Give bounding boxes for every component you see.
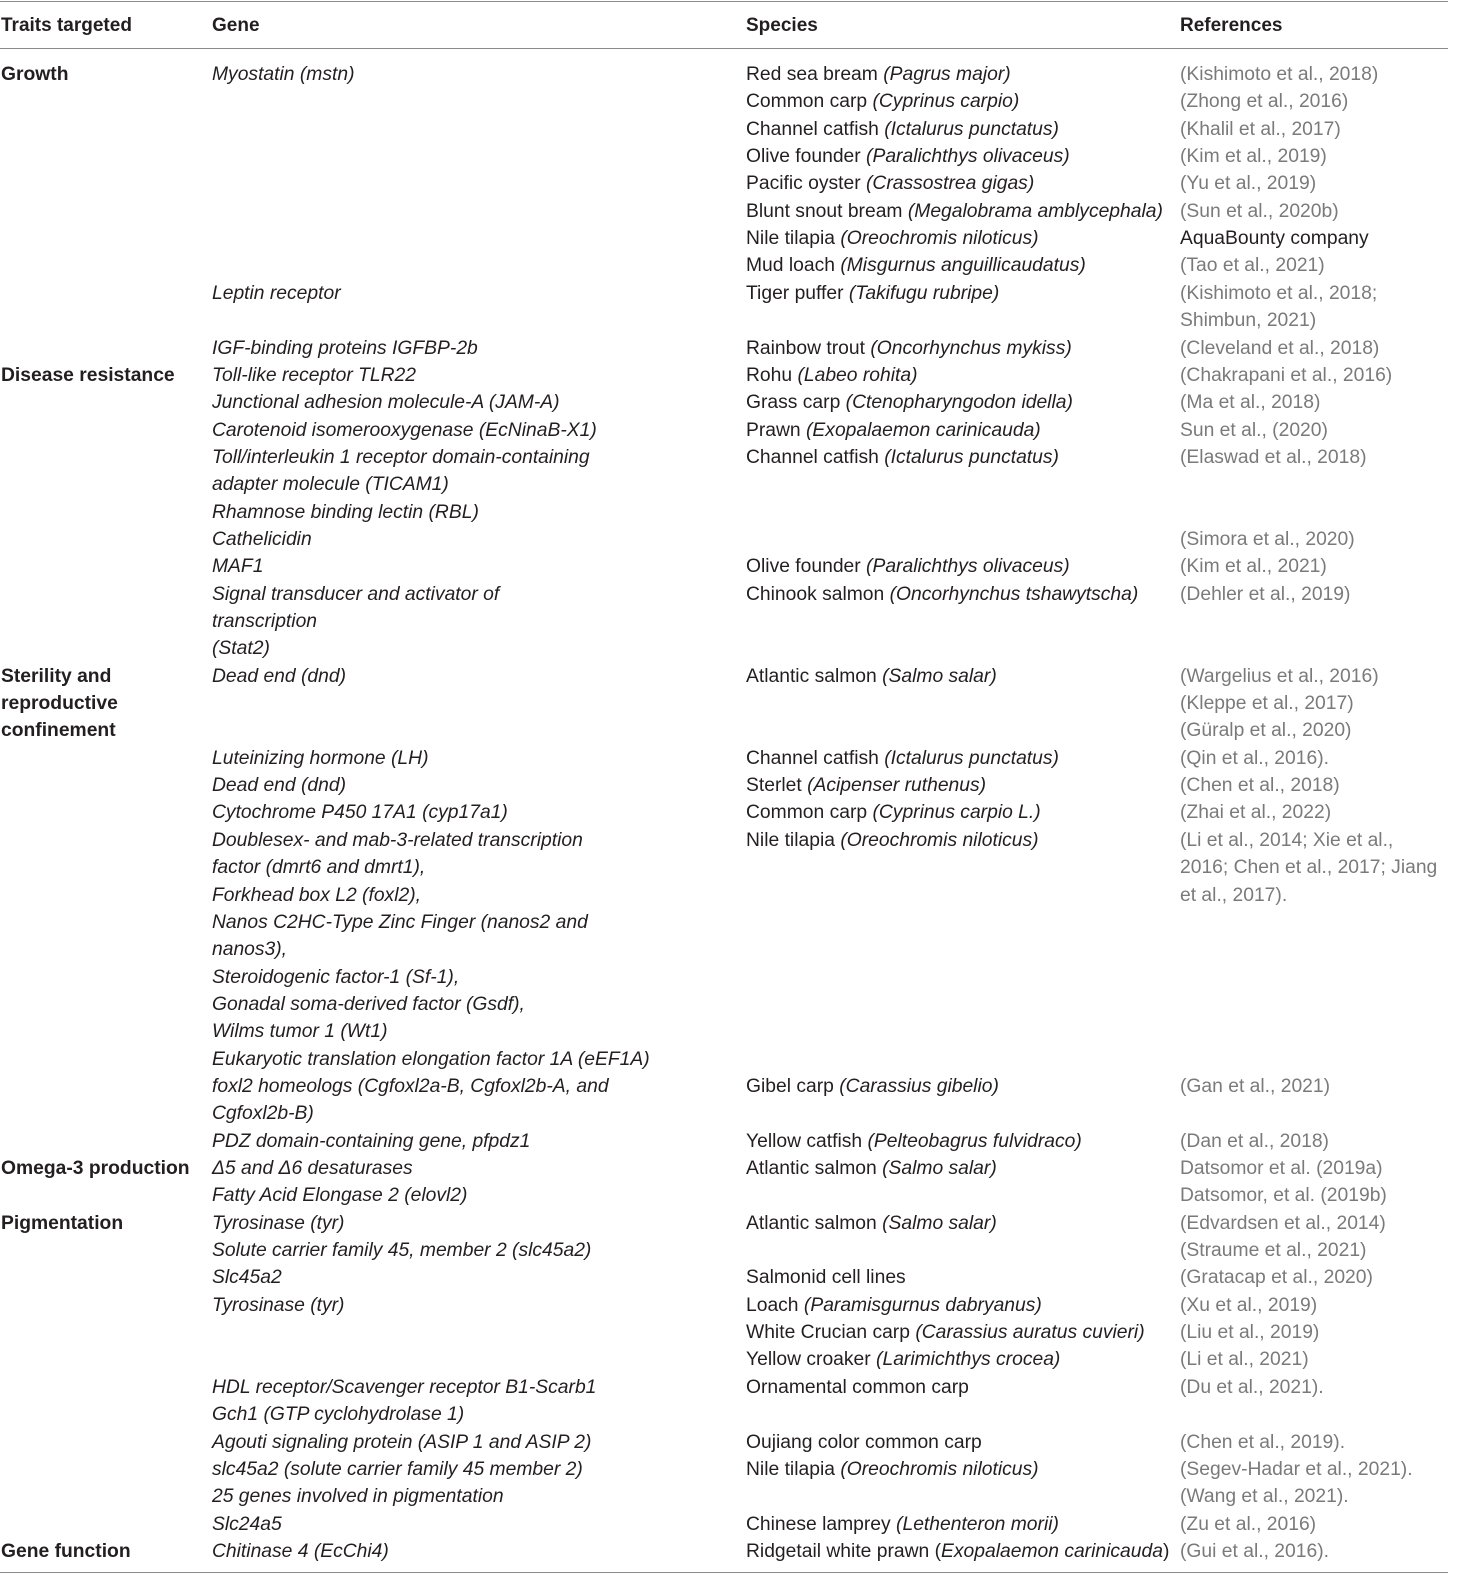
species-entry [746, 1429, 982, 1456]
header-species: Species [746, 15, 818, 36]
reference-citation: (Simora et al., 2020) [1180, 528, 1355, 550]
species-entry [746, 1128, 1082, 1155]
species-scientific-name: (Larimichthys crocea) [876, 1349, 1061, 1371]
species-scientific-name: (Paramisgurnus dabryanus) [803, 1294, 1042, 1316]
species-entry [746, 362, 918, 389]
species-common-name: Olive founder [746, 556, 867, 578]
species-scientific-name: (Labeo rohita) [797, 364, 918, 386]
reference-citation: (Gratacap et al., 2020) [1180, 1267, 1373, 1289]
species-scientific-name: (Lethenteron morii) [896, 1513, 1059, 1535]
gene-name: Signal transducer and activator of [212, 583, 500, 605]
trait-label: reproductive [1, 693, 118, 715]
reference-citation: (Güralp et al., 2020) [1180, 720, 1352, 742]
species-entry [746, 444, 1059, 471]
reference-citation: AquaBounty company [1180, 228, 1369, 250]
reference-citation: (Dan et al., 2018) [1180, 1130, 1329, 1152]
species-entry [746, 1511, 1059, 1538]
species-entry [746, 581, 1138, 608]
species-scientific-name: (Oncorhynchus tshawytscha) [889, 583, 1139, 605]
reference-citation: (Dehler et al., 2019) [1180, 583, 1351, 605]
table-bottom-rule [0, 1572, 1448, 1573]
gene-name: Tyrosinase (tyr) [212, 1212, 345, 1234]
reference-citation: (Qin et al., 2016). [1180, 747, 1329, 769]
species-entry [746, 663, 997, 690]
reference-citation: Shimbun, 2021) [1180, 310, 1317, 332]
gene-name: foxl2 homeologs (Cgfoxl2a-B, Cgfoxl2b-A, and [212, 1075, 609, 1097]
species-common-name: Grass carp [746, 392, 846, 414]
species-common-name: Mud loach [746, 255, 841, 277]
gene-name: IGF-binding proteins IGFBP-2b [212, 337, 478, 359]
reference-citation: (Yu et al., 2019) [1180, 173, 1317, 195]
gene-name: Toll-like receptor TLR22 [212, 364, 416, 386]
species-common-name: Olive founder [746, 146, 867, 168]
species-common-name: Gibel carp [746, 1075, 840, 1097]
species-scientific-name: (Cyprinus carpio) [872, 91, 1020, 113]
reference-citation: (Du et al., 2021). [1180, 1376, 1324, 1398]
species-scientific-name: (Cyprinus carpio L.) [872, 802, 1041, 824]
trait-label: Pigmentation [1, 1212, 124, 1234]
species-entry [746, 553, 1070, 580]
gene-name: Dead end (dnd) [212, 665, 346, 687]
gene-name: Toll/interleukin 1 receptor domain-containing [212, 446, 590, 468]
species-entry [746, 1346, 1060, 1373]
table-header-rule [0, 48, 1448, 49]
species-entry [746, 1374, 969, 1401]
trait-label: Disease resistance [1, 364, 175, 386]
species-entry [746, 1538, 1169, 1565]
species-common-name: Channel catfish [746, 118, 885, 140]
species-common-name: Chinook salmon [746, 583, 890, 605]
species-entry [746, 225, 1039, 252]
gene-name: Chitinase 4 (EcChi4) [212, 1540, 389, 1562]
reference-citation: 2016; Chen et al., 2017; Jiang [1180, 857, 1438, 879]
reference-citation: (Chen et al., 2018) [1180, 775, 1340, 797]
reference-citation: (Li et al., 2014; Xie et al., [1180, 829, 1394, 851]
species-common-name: Nile tilapia [746, 228, 841, 250]
reference-citation: (Zhong et al., 2016) [1180, 91, 1349, 113]
species-entry [746, 61, 1011, 88]
trait-label: confinement [1, 720, 116, 742]
species-scientific-name: (Misgurnus anguillicaudatus) [840, 255, 1086, 277]
gene-name: HDL receptor/Scavenger receptor B1-Scarb1 [212, 1376, 597, 1398]
species-scientific-name: (Paralichthys olivaceus) [866, 146, 1070, 168]
species-entry [746, 745, 1059, 772]
reference-citation: (Kim et al., 2021) [1180, 556, 1327, 578]
species-scientific-name: (Oreochromis niloticus) [840, 1458, 1039, 1480]
species-entry [746, 88, 1019, 115]
reference-citation: Datsomor, et al. (2019b) [1180, 1185, 1387, 1207]
reference-citation: (Edvardsen et al., 2014) [1180, 1212, 1386, 1234]
gene-name: Wilms tumor 1 (Wt1) [212, 1021, 388, 1043]
species-scientific-name: (Takifugu rubripe) [848, 282, 1000, 304]
species-entry [746, 772, 986, 799]
species-common-name: Salmonid cell lines [746, 1267, 906, 1289]
species-entry [746, 116, 1059, 143]
species-entry [746, 1292, 1042, 1319]
species-common-name: Atlantic salmon [746, 665, 883, 687]
species-common-name: Tiger puffer [746, 282, 849, 304]
reference-citation: (Kim et al., 2019) [1180, 146, 1327, 168]
species-entry [746, 252, 1086, 279]
species-entry [746, 417, 1041, 444]
species-common-name: Chinese lamprey [746, 1513, 897, 1535]
trait-label: Omega-3 production [1, 1158, 190, 1179]
reference-citation: (Kishimoto et al., 2018) [1180, 64, 1379, 85]
reference-citation: et al., 2017). [1180, 884, 1288, 906]
reference-citation: (Xu et al., 2019) [1180, 1294, 1318, 1316]
gene-name: nanos3), [212, 939, 288, 961]
species-common-name: Pacific oyster [746, 173, 867, 195]
gene-name: Rhamnose binding lectin (RBL) [212, 501, 479, 523]
gene-name: Dead end (dnd) [212, 775, 346, 797]
reference-citation: (Elaswad et al., 2018) [1180, 446, 1367, 468]
species-common-name: Red sea bream [746, 64, 884, 85]
species-scientific-name: (Ictalurus punctatus) [884, 446, 1059, 468]
reference-citation: Sun et al., (2020) [1180, 419, 1328, 441]
species-common-name: White Crucian carp [746, 1322, 916, 1344]
species-common-name: Rohu [746, 364, 798, 386]
reference-citation: (Zhai et al., 2022) [1180, 802, 1332, 824]
species-scientific-name: (Pagrus major) [883, 64, 1011, 85]
header-gene: Gene [212, 15, 260, 36]
species-entry [746, 198, 1163, 225]
species-entry [746, 389, 1073, 416]
reference-citation: (Kleppe et al., 2017) [1180, 693, 1354, 715]
gene-name: Doublesex- and mab-3-related transcription [212, 829, 583, 851]
reference-citation: (Chen et al., 2019). [1180, 1431, 1346, 1453]
species-scientific-name: (Salmo salar) [882, 1158, 997, 1179]
trait-label: Growth [1, 64, 69, 85]
species-scientific-name: (Crassostrea gigas) [866, 173, 1035, 195]
species-common-name: Channel catfish [746, 747, 885, 769]
species-common-name: Nile tilapia [746, 1458, 841, 1480]
species-common-name: Rainbow trout [746, 337, 871, 359]
species-scientific-name: (Carassius auratus cuvieri) [915, 1322, 1145, 1344]
gene-name: Agouti signaling protein (ASIP 1 and ASIP 2) [212, 1431, 592, 1453]
species-entry [746, 170, 1034, 197]
species-entry [746, 1155, 997, 1182]
reference-citation: (Ma et al., 2018) [1180, 392, 1321, 414]
species-entry [746, 143, 1070, 170]
gene-name: Fatty Acid Elongase 2 (elovl2) [212, 1185, 468, 1207]
species-entry [746, 1456, 1039, 1483]
gene-name: Eukaryotic translation elongation factor 1A (eEF1A) [212, 1048, 650, 1070]
header-traits-targeted: Traits targeted [1, 15, 132, 36]
reference-citation: (Chakrapani et al., 2016) [1180, 364, 1393, 386]
species-scientific-name: (Pelteobagrus fulvidraco) [867, 1130, 1082, 1152]
gene-name: Gch1 (GTP cyclohydrolase 1) [212, 1404, 465, 1426]
header-references: References [1180, 15, 1283, 36]
species-scientific-name: (Ictalurus punctatus) [884, 118, 1059, 140]
gene-name: Slc45a2 [212, 1267, 282, 1289]
gene-name: Solute carrier family 45, member 2 (slc45a2) [212, 1240, 592, 1262]
reference-citation: (Straume et al., 2021) [1180, 1240, 1367, 1262]
gene-name: Steroidogenic factor-1 (Sf-1), [212, 966, 460, 988]
species-common-name: Common carp [746, 802, 873, 824]
species-common-name: Yellow catfish [746, 1130, 868, 1152]
species-common-name: Yellow croaker [746, 1349, 877, 1371]
gene-name: MAF1 [212, 556, 264, 578]
gene-name: Leptin receptor [212, 282, 341, 304]
reference-citation: (Gui et al., 2016). [1180, 1540, 1329, 1562]
gene-name: Δ5 and Δ6 desaturases [212, 1158, 413, 1179]
species-entry [746, 1210, 997, 1237]
species-common-name: Oujiang color common carp [746, 1431, 982, 1453]
gene-name: Cgfoxl2b-B) [212, 1103, 314, 1125]
species-scientific-name: Exopalaemon carinicauda [941, 1540, 1163, 1562]
species-scientific-name: (Acipenser ruthenus) [807, 775, 987, 797]
reference-citation: (Wang et al., 2021). [1180, 1486, 1349, 1508]
species-common-name: Atlantic salmon [746, 1212, 883, 1234]
species-common-name: Ridgetail white prawn ( [746, 1540, 942, 1562]
reference-citation: (Zu et al., 2016) [1180, 1513, 1317, 1535]
species-common-name: Nile tilapia [746, 829, 841, 851]
trait-label: Sterility and [1, 665, 112, 687]
species-entry [746, 280, 999, 307]
reference-citation: (Wargelius et al., 2016) [1180, 665, 1379, 687]
table-top-rule [0, 1, 1448, 2]
reference-citation: (Sun et al., 2020b) [1180, 200, 1339, 222]
gene-name: Slc24a5 [212, 1513, 282, 1535]
reference-citation: (Tao et al., 2021) [1180, 255, 1325, 277]
species-entry [746, 1073, 999, 1100]
reference-citation: (Li et al., 2021) [1180, 1349, 1309, 1371]
species-common-name: Common carp [746, 91, 873, 113]
species-scientific-name: (Ictalurus punctatus) [884, 747, 1059, 769]
trait-label: Gene function [1, 1540, 131, 1562]
gene-name: Nanos C2HC-Type Zinc Finger (nanos2 and [212, 911, 588, 933]
species-common-name: Ornamental common carp [746, 1376, 969, 1398]
gene-name: Cytochrome P450 17A1 (cyp17a1) [212, 802, 508, 824]
species-scientific-name: (Carassius gibelio) [839, 1075, 999, 1097]
species-scientific-name: (Salmo salar) [882, 1212, 997, 1234]
species-scientific-name: (Paralichthys olivaceus) [866, 556, 1070, 578]
reference-citation: (Kishimoto et al., 2018; [1180, 282, 1378, 304]
gene-name: (Stat2) [212, 638, 270, 660]
gene-name: Junctional adhesion molecule-A (JAM-A) [212, 392, 560, 414]
reference-citation: (Cleveland et al., 2018) [1180, 337, 1380, 359]
species-scientific-name: (Oreochromis niloticus) [840, 228, 1039, 250]
gene-name: Forkhead box L2 (foxl2), [212, 884, 421, 906]
gene-name: Luteinizing hormone (LH) [212, 747, 429, 769]
species-scientific-name: (Oreochromis niloticus) [840, 829, 1039, 851]
gene-name: slc45a2 (solute carrier family 45 member 2) [212, 1458, 583, 1480]
gene-name: Gonadal soma-derived factor (Gsdf), [212, 993, 525, 1015]
species-scientific-name: (Ctenopharyngodon idella) [845, 392, 1073, 414]
species-entry [746, 335, 1072, 362]
species-scientific-name: (Megalobrama amblycephala) [907, 200, 1163, 222]
species-scientific-name: (Salmo salar) [882, 665, 997, 687]
species-common-name: Prawn [746, 419, 807, 441]
gene-name: factor (dmrt6 and dmrt1), [212, 857, 426, 879]
species-common-name: Blunt snout bream [746, 200, 908, 222]
reference-citation: (Khalil et al., 2017) [1180, 118, 1341, 140]
gene-name: transcription [212, 611, 318, 632]
species-common-name: Atlantic salmon [746, 1158, 883, 1179]
species-common-name: Loach [746, 1294, 804, 1316]
reference-citation: (Segev-Hadar et al., 2021). [1180, 1458, 1413, 1480]
species-scientific-name: (Exopalaemon carinicauda) [806, 419, 1041, 441]
species-common-name: Channel catfish [746, 446, 885, 468]
reference-citation: Datsomor et al. (2019a) [1180, 1158, 1383, 1179]
gene-name: Myostatin (mstn) [212, 64, 355, 85]
gene-name: Tyrosinase (tyr) [212, 1294, 345, 1316]
reference-citation: (Gan et al., 2021) [1180, 1075, 1331, 1097]
reference-citation: (Liu et al., 2019) [1180, 1322, 1320, 1344]
species-entry [746, 1319, 1145, 1346]
gene-name: 25 genes involved in pigmentation [212, 1486, 504, 1508]
species-entry [746, 1264, 906, 1291]
species-entry [746, 799, 1041, 826]
gene-name: adapter molecule (TICAM1) [212, 474, 449, 496]
species-entry [746, 827, 1039, 854]
gene-name: Carotenoid isomerooxygenase (EcNinaB-X1) [212, 419, 597, 441]
gene-name: PDZ domain-containing gene, pfpdz1 [212, 1130, 531, 1152]
species-common-name: Sterlet [746, 775, 808, 797]
species-scientific-name: (Oncorhynchus mykiss) [870, 337, 1072, 359]
gene-name: Cathelicidin [212, 528, 312, 550]
species-closing-paren: ) [1162, 1540, 1170, 1562]
